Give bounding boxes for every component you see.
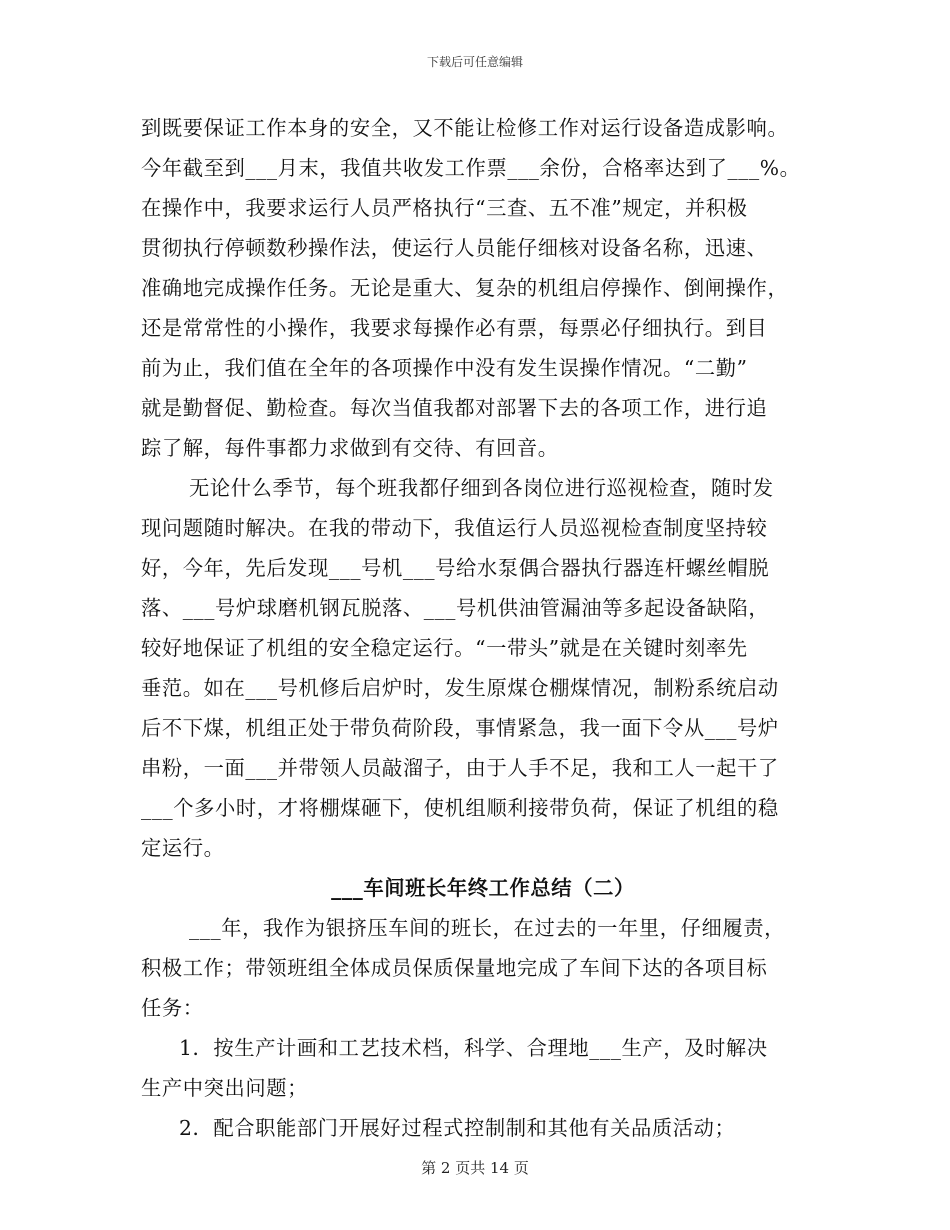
paragraph-line: 定运行。 bbox=[141, 836, 225, 860]
list-item-line: 2．配合职能部门开展好过程式控制制和其他有关品质活动； bbox=[179, 1116, 736, 1140]
paragraph-line: 准确地完成操作任务。无论是重大、复杂的机组启停操作、倒闸操作， bbox=[141, 276, 789, 300]
paragraph-line: 踪了解，每件事都力求做到有交待、有回音。 bbox=[141, 436, 559, 460]
paragraph-line: 在操作中，我要求运行人员严格执行“三查、五不准”规定，并积极 bbox=[141, 196, 748, 220]
paragraph-line: 积极工作；带领班组全体成员保质保量地完成了车间下达的各项目标 bbox=[141, 956, 768, 980]
paragraph-line: 贯彻执行停顿数秒操作法，使运行人员能仔细核对设备名称，迅速、 bbox=[141, 236, 768, 260]
paragraph-line: 到既要保证工作本身的安全，又不能让检修工作对运行设备造成影响。 bbox=[141, 116, 789, 140]
paragraph-line: 垂范。如在___号机修后启炉时，发生原煤仓棚煤情况，制粉系统启动 bbox=[141, 676, 779, 700]
paragraph-line: 任务： bbox=[141, 996, 204, 1020]
paragraph-line: 就是勤督促、勤检查。每次当值我都对部署下去的各项工作，进行追 bbox=[141, 396, 768, 420]
paragraph-line: 今年截至到___月末，我值共收发工作票___余份，合格率达到了___%。 bbox=[141, 156, 801, 180]
page-header: 下载后可任意编辑 bbox=[426, 55, 523, 69]
paragraph-line: 还是常常性的小操作，我要求每操作必有票，每票必仔细执行。到目 bbox=[141, 316, 768, 340]
list-item-line: 生产中突出问题； bbox=[141, 1076, 309, 1100]
document-body bbox=[141, 108, 821, 1148]
paragraph-line: 无论什么季节，每个班我都仔细到各岗位进行巡视检查，随时发 bbox=[189, 476, 774, 500]
paragraph-line: 较好地保证了机组的安全稳定运行。“一带头”就是在关键时刻率先 bbox=[141, 636, 748, 660]
paragraph-line: 现问题随时解决。在我的带动下，我值运行人员巡视检查制度坚持较 bbox=[141, 516, 768, 540]
section-title: ___车间班长年终工作总结（二） bbox=[331, 876, 635, 900]
paragraph-line: 串粉，一面___并带领人员敲溜子，由于人手不足，我和工人一起干了 bbox=[141, 756, 779, 780]
paragraph-line: 落、___号炉球磨机钢瓦脱落、___号机供油管漏油等多起设备缺陷， bbox=[141, 596, 770, 620]
page-footer: 第 2 页共 14 页 bbox=[421, 1159, 529, 1177]
paragraph-line: 后不下煤，机组正处于带负荷阶段，事情紧急，我一面下令从___号炉 bbox=[141, 716, 779, 740]
paragraph-line: ___个多小时，才将棚煤砸下，使机组顺利接带负荷，保证了机组的稳 bbox=[141, 796, 779, 820]
paragraph-line: ___年，我作为银挤压车间的班长，在过去的一年里，仔细履责， bbox=[189, 916, 786, 940]
paragraph-line: 好，今年，先后发现___号机___号给水泵偶合器执行器连杆螺丝帽脱 bbox=[141, 556, 770, 580]
list-item-line: 1．按生产计画和工艺技术档，科学、合理地___生产，及时解决 bbox=[179, 1036, 768, 1060]
paragraph-line: 前为止，我们值在全年的各项操作中没有发生误操作情况。“二勤” bbox=[141, 356, 748, 380]
